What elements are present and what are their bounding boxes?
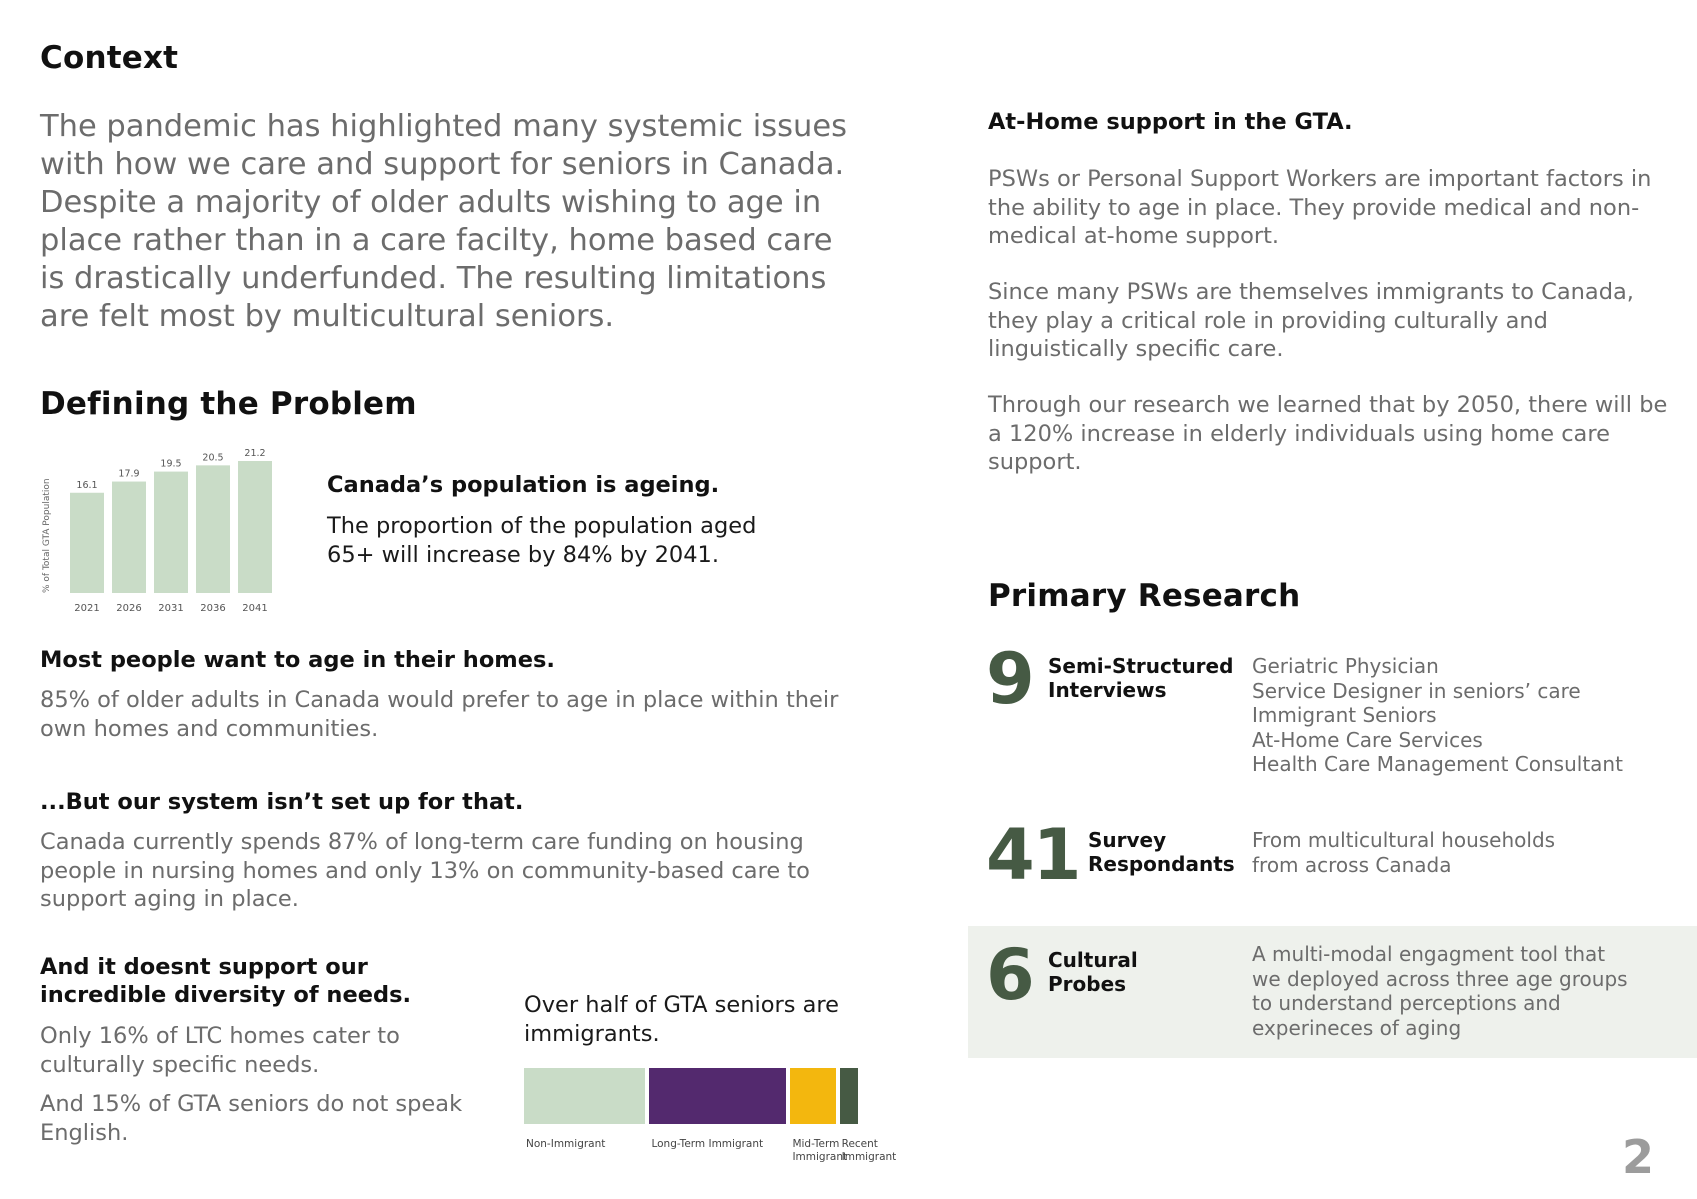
athome-paragraph-1: PSWs or Personal Support Workers are important factors in the ability to age in place. They provide medical and non-medical at-home support. bbox=[988, 166, 1652, 249]
immigrant-segment-label: Non-Immigrant bbox=[526, 1138, 606, 1150]
research-desc-line: A multi-modal engagment tool that bbox=[1252, 942, 1606, 966]
immigrant-segment bbox=[790, 1068, 835, 1124]
research-desc-line: At-Home Care Services bbox=[1252, 727, 1483, 752]
research-number-probes: 6 bbox=[986, 934, 1033, 1016]
research-desc-line: Geriatric Physician bbox=[1252, 654, 1439, 678]
research-heading: Primary Research bbox=[988, 578, 1301, 614]
research-label-line: Probes bbox=[1048, 972, 1127, 996]
immigrant-segment bbox=[840, 1068, 858, 1124]
system-title: ...But our system isn’t set up for that. bbox=[40, 789, 524, 815]
research-label-line: Interviews bbox=[1048, 678, 1167, 702]
ageing-bar-year-label: 2041 bbox=[242, 603, 268, 614]
research-desc-line: Health Care Management Consultant bbox=[1252, 752, 1623, 776]
ageing-bar-year-label: 2036 bbox=[200, 603, 226, 614]
ageing-title: Canada’s population is ageing. bbox=[327, 472, 720, 498]
diversity-title: And it doesnt support our incredible diversity of needs. bbox=[40, 954, 412, 1008]
immigrant-title: Over half of GTA seniors are immigrants. bbox=[524, 992, 840, 1047]
research-desc-line: to understand perceptions and bbox=[1252, 991, 1561, 1015]
ageing-bar-value-label: 19.5 bbox=[160, 458, 182, 470]
homes-title: Most people want to age in their homes. bbox=[40, 647, 555, 673]
diversity-text-1: Only 16% of LTC homes cater to culturally specific needs. bbox=[40, 1023, 400, 1078]
research-label-probes bbox=[1048, 948, 1138, 996]
ageing-bar-value-label: 16.1 bbox=[76, 479, 98, 491]
research-desc-line: From multicultural households bbox=[1252, 828, 1556, 852]
research-desc-line: we deployed across three age groups bbox=[1252, 966, 1628, 991]
ageing-bar bbox=[154, 472, 188, 593]
research-desc-line: Immigrant Seniors bbox=[1252, 703, 1437, 727]
research-label-line: Semi-Structured bbox=[1048, 654, 1234, 678]
immigrant-stacked-bar bbox=[524, 1068, 897, 1168]
research-number-interviews: 9 bbox=[986, 638, 1033, 720]
ageing-bar bbox=[112, 482, 146, 593]
diversity-text-2: And 15% of GTA seniors do not speak English. bbox=[40, 1091, 463, 1146]
immigrant-segment bbox=[524, 1068, 645, 1124]
ageing-bar-year-label: 2026 bbox=[116, 603, 142, 614]
ageing-bar bbox=[238, 461, 272, 593]
research-label-line: Respondants bbox=[1088, 852, 1235, 876]
ageing-bar-chart bbox=[36, 440, 286, 620]
immigrant-segment-label: Mid-Term Immigrant bbox=[792, 1138, 848, 1163]
research-desc-survey bbox=[1252, 828, 1555, 877]
ageing-chart-ylabel: % of Total GTA Population bbox=[42, 478, 52, 593]
research-label-interviews bbox=[1048, 654, 1233, 702]
ageing-bar-value-label: 17.9 bbox=[118, 468, 140, 480]
athome-title: At-Home support in the GTA. bbox=[988, 109, 1353, 135]
context-heading: Context bbox=[40, 40, 179, 76]
problem-heading: Defining the Problem bbox=[40, 386, 417, 422]
page-number: 2 bbox=[1622, 1130, 1655, 1184]
research-desc-line: Service Designer in seniors’ care bbox=[1252, 678, 1581, 703]
research-label-line: Cultural bbox=[1048, 948, 1138, 972]
system-text: Canada currently spends 87% of long-term care funding on housing people in nursing homes and only 13% on community-based care to support aging in place. bbox=[40, 829, 810, 912]
research-desc-interviews bbox=[1252, 654, 1623, 777]
athome-paragraph-2: Since many PSWs are themselves immigrants to Canada, they play a critical role in providing culturally and linguistically specific care. bbox=[988, 279, 1634, 362]
research-desc-line: from across Canada bbox=[1252, 852, 1452, 877]
research-label-line: Survey bbox=[1088, 828, 1167, 852]
research-number-survey: 41 bbox=[986, 814, 1080, 896]
ageing-bar bbox=[196, 465, 230, 593]
ageing-bar-value-label: 21.2 bbox=[244, 448, 266, 459]
ageing-text: The proportion of the population aged 65+ will increase by 84% by 2041. bbox=[327, 513, 757, 568]
ageing-bar bbox=[70, 493, 104, 593]
homes-text: 85% of older adults in Canada would prefer to age in place within their own homes and communities. bbox=[40, 687, 839, 742]
immigrant-segment-label: Recent Immigrant bbox=[841, 1138, 897, 1163]
ageing-bar-value-label: 20.5 bbox=[202, 452, 224, 464]
context-lead: The pandemic has highlighted many systemic issues with how we care and support for seniors in Canada. Despite a majority of older adults wishing to age in place rather than in a care facilty, home based care is drastically underfunded. The resulting limitations are felt most by multicultural seniors. bbox=[40, 109, 848, 334]
ageing-bar-year-label: 2021 bbox=[74, 603, 100, 614]
research-desc-line: experineces of aging bbox=[1252, 1015, 1462, 1040]
research-label-survey bbox=[1088, 828, 1235, 876]
immigrant-segment bbox=[649, 1068, 786, 1124]
athome-paragraph-3: Through our research we learned that by 2050, there will be a 120% increase in elderly individuals using home care support. bbox=[988, 392, 1668, 475]
immigrant-segment-label: Long-Term Immigrant bbox=[651, 1138, 764, 1150]
ageing-bar-year-label: 2031 bbox=[158, 603, 184, 614]
research-desc-probes bbox=[1252, 942, 1628, 1040]
